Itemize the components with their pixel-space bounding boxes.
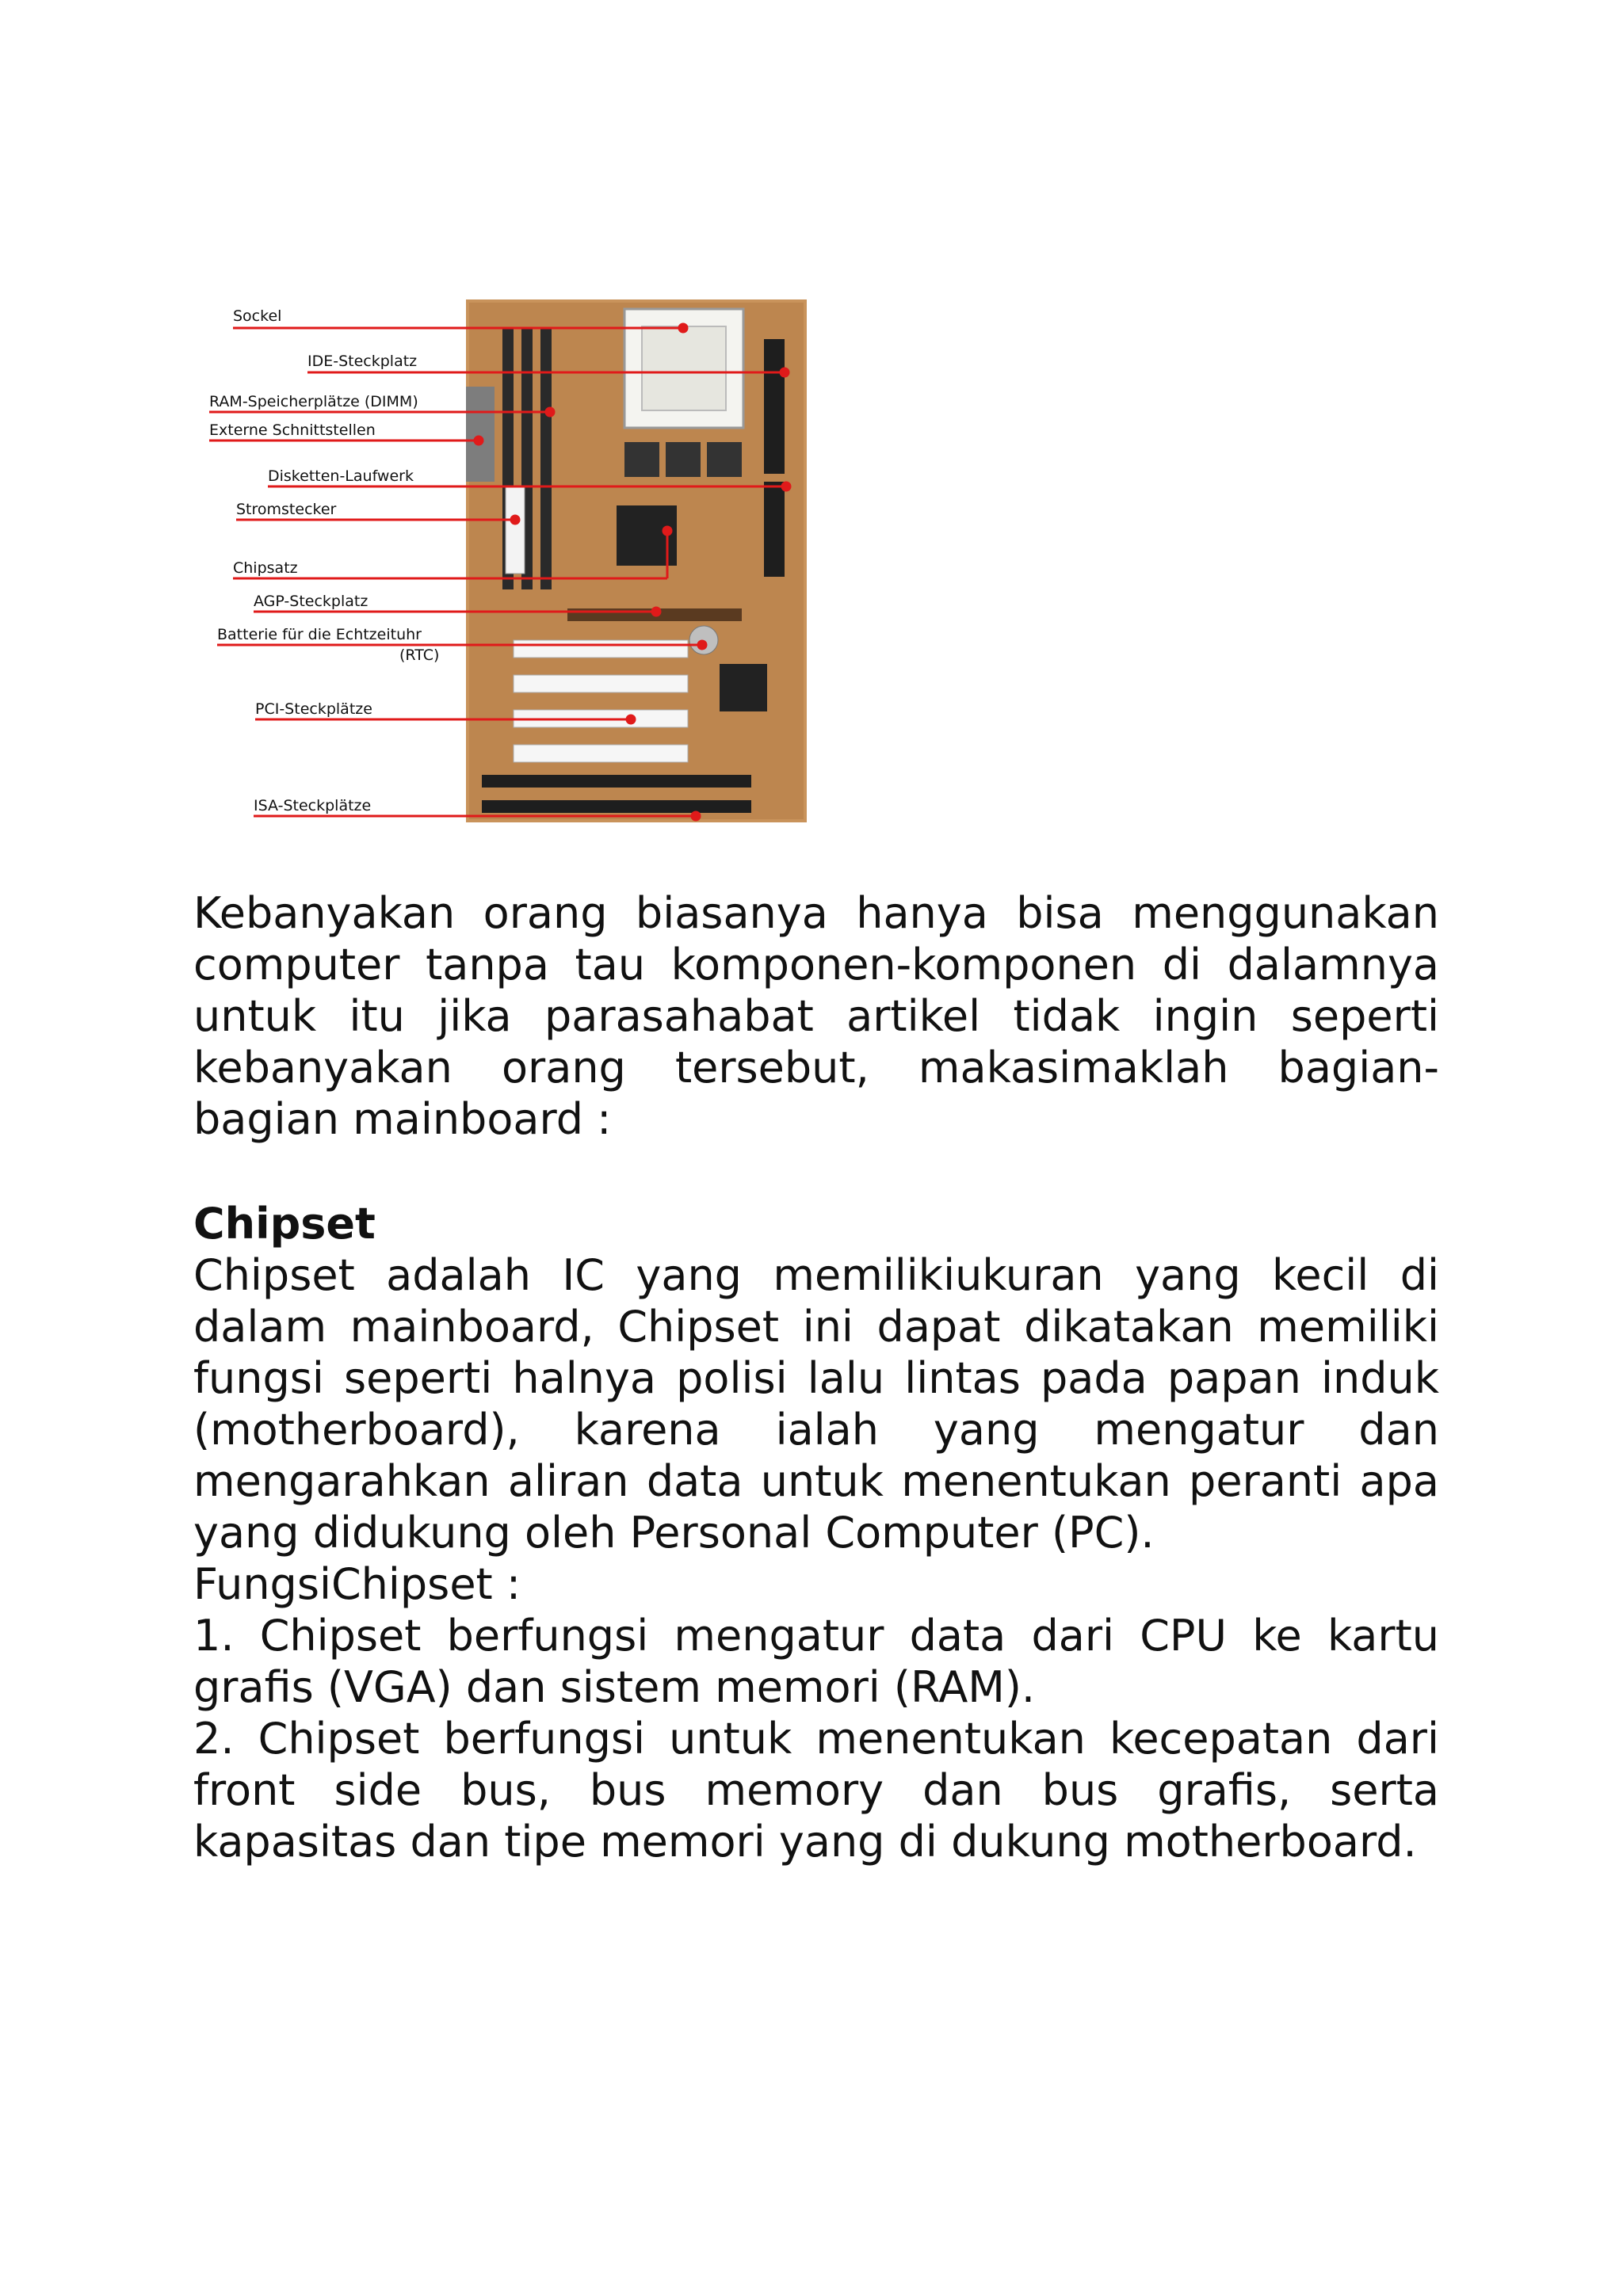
label-ide: IDE-Steckplatz xyxy=(307,353,418,370)
intro-paragraph: Kebanyakan orang biasanya hanya bisa menggunakan computer tanpa tau komponen-komponen di dalamnya untuk itu jika parasahabat artikel tidak ingin seperti kebanyakan orang tersebut, makasimaklah bagian-bagian mainboard : xyxy=(193,888,1439,1144)
label-diskette: Disketten-Laufwerk xyxy=(268,467,414,485)
chipset-paragraph: Chipset adalah IC yang memilikiukuran yang kecil di dalam mainboard, Chipset ini dapat dikatakan memiliki fungsi seperti halnya polisi lalu lintas pada papan induk (motherboard), karena ialah yang mengatur dan mengarahkan aliran data untuk menentukan peranti apa yang didukung oleh Personal Computer (PC). xyxy=(193,1250,1439,1558)
label-strom: Stromstecker xyxy=(236,501,337,518)
function-item-1: 1. Chipset berfungsi mengatur data dari CPU ke kartu grafis (VGA) dan sistem memori (RAM). xyxy=(193,1611,1439,1712)
chipset-heading: Chipset xyxy=(193,1199,376,1249)
function-item-2: 2. Chipset berfungsi untuk menentukan kecepatan dari front side bus, bus memory dan bus grafis, serta kapasitas dan tipe memori yang di dukung motherboard. xyxy=(193,1714,1439,1867)
motherboard-figure xyxy=(208,293,818,832)
label-batterie: Batterie für die Echtzeituhr xyxy=(217,626,422,643)
label-chipsatz: Chipsatz xyxy=(233,559,298,577)
motherboard-image xyxy=(466,299,807,822)
functions-title: FungsiChipset : xyxy=(193,1559,521,1609)
label-sockel: Sockel xyxy=(233,307,282,325)
label-agp: AGP-Steckplatz xyxy=(254,593,369,610)
label-ram: RAM-Speicherplätze (DIMM) xyxy=(209,393,418,410)
label-pci: PCI-Steckplätze xyxy=(255,700,372,718)
label-rtc: (RTC) xyxy=(399,646,440,664)
label-extern: Externe Schnittstellen xyxy=(209,421,376,439)
label-isa: ISA-Steckplätze xyxy=(254,797,372,814)
